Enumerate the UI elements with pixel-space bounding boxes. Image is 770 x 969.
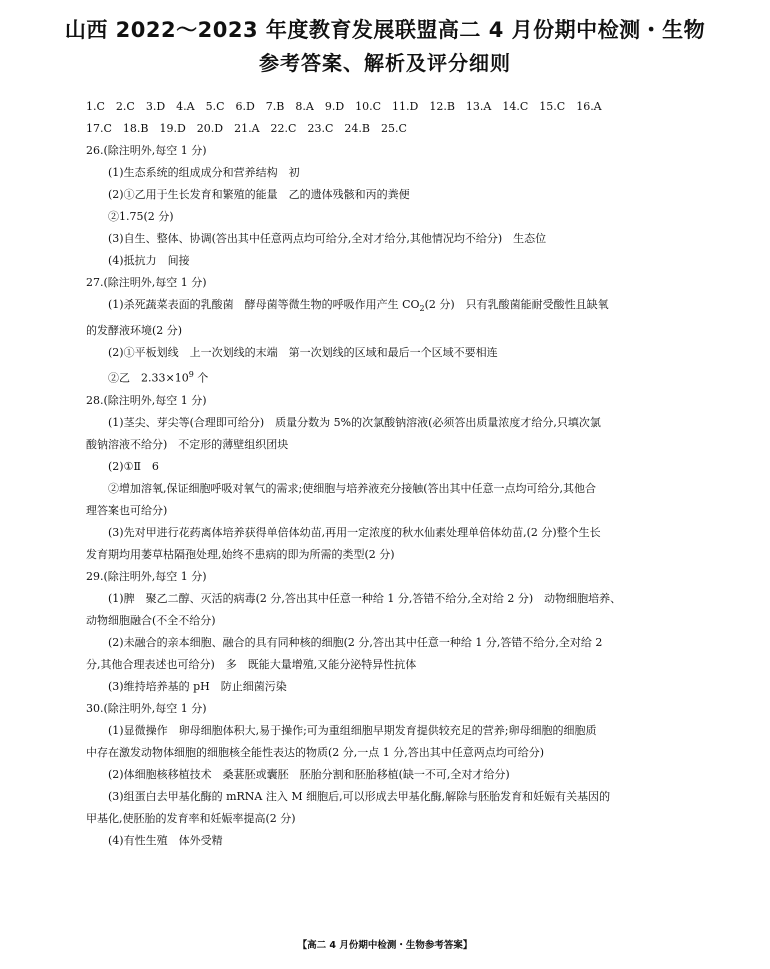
co2-subscript: 2 <box>419 304 425 314</box>
q27-part-2b-a: ②乙 2.33×10 <box>108 371 189 385</box>
q29-part-1: (1)脾 聚乙二醇、灭活的病毒(2 分,答出其中任意一种给 1 分,答错不给分,全对给 2 分) 动物细胞培养、 <box>108 591 622 605</box>
q26-part-3: (3)自生、整体、协调(答出其中任意两点均可给分,全对才给分,其他情况均不给分) 生态位 <box>108 232 547 245</box>
q27-part-2b <box>86 364 708 390</box>
q29-heading: 29.(除注明外,每空 1 分) <box>86 569 207 583</box>
q27-part-2b-b: 个 <box>193 371 209 385</box>
q30-part-4: (4)有性生殖 体外受精 <box>108 833 223 847</box>
q28-part-1-cont: 酸钠溶液不给分) 不定形的薄壁组织团块 <box>86 437 289 451</box>
q29-part-3: (3)维持培养基的 pH 防止细菌污染 <box>108 679 287 693</box>
q28-part-3-cont: 发育期均用萎草枯隔孢处理,始终不患病的即为所需的类型(2 分) <box>86 547 395 561</box>
page-title: 山西 2022～2023 年度教育发展联盟高二 4 月份期中检测・生物 <box>64 18 706 42</box>
page-subtitle: 参考答案、解析及评分细则 <box>259 51 511 75</box>
q28-part-2b: ②增加溶氧,保证细胞呼吸对氧气的需求;使细胞与培养液充分接触(答出其中任意一点均可给分,其他合 <box>108 481 596 495</box>
q29-part-1-cont: 动物细胞融合(不全不给分) <box>86 613 216 627</box>
q30-heading: 30.(除注明外,每空 1 分) <box>86 701 207 715</box>
exponent: 9 <box>188 370 194 380</box>
choice-answers-line-2: 17.C 18.B 19.D 20.D 21.A 22.C 23.C 24.B 25.C <box>86 122 407 135</box>
q30-part-1: (1)显微操作 卵母细胞体积大,易于操作;可为重组细胞早期发育提供较充足的营养;卵母细胞的细胞质 <box>108 723 597 737</box>
q30-part-3: (3)组蛋白去甲基化酶的 mRNA 注入 M 细胞后,可以形成去甲基化酶,解除与胚胎发育和妊娠有关基因的 <box>108 789 611 803</box>
q28-heading: 28.(除注明外,每空 1 分) <box>86 393 207 407</box>
q26-part-2: (2)①乙用于生长发育和繁殖的能量 乙的遗体残骸和丙的粪便 <box>108 188 410 201</box>
q28-part-2: (2)①Ⅱ 6 <box>108 459 159 473</box>
q26-part-4: (4)抵抗力 间接 <box>108 254 190 267</box>
q27-part-2: (2)①平板划线 上一次划线的末端 第一次划线的区域和最后一个区域不要相连 <box>108 346 498 360</box>
q27-heading: 27.(除注明外,每空 1 分) <box>86 276 207 289</box>
q29-part-2-cont: 分,其他合理表述也可给分) 多 既能大量增殖,又能分泌特异性抗体 <box>86 657 417 671</box>
q30-part-1-cont: 中存在激发动物体细胞的细胞核全能性表达的物质(2 分,一点 1 分,答出其中任意两点均可给分) <box>86 745 545 759</box>
q28-part-1: (1)茎尖、芽尖等(合理即可给分) 质量分数为 5%的次氯酸钠溶液(必须答出质量浓度才给分,只填次氯 <box>108 415 601 429</box>
answer-body <box>86 96 708 852</box>
q30-part-2: (2)体细胞核移植技术 桑葚胚或囊胚 胚胎分割和胚胎移植(缺一不可,全对才给分) <box>108 767 510 781</box>
q27-part-1 <box>86 294 708 320</box>
q27-part-1-a: (1)杀死蔬菜表面的乳酸菌 酵母菌等微生物的呼吸作用产生 CO <box>108 298 420 311</box>
q27-part-1-b: (2 分) 只有乳酸菌能耐受酸性且缺氧 <box>424 298 609 311</box>
q29-part-2: (2)未融合的亲本细胞、融合的具有同种核的细胞(2 分,答出其中任意一种给 1 分,答错不给分,全对给 2 <box>108 635 603 649</box>
q26-part-2b: ②1.75(2 分) <box>108 210 174 223</box>
q26-heading: 26.(除注明外,每空 1 分) <box>86 144 207 157</box>
q28-part-3: (3)先对甲进行花药离体培养获得单倍体幼苗,再用一定浓度的秋水仙素处理单倍体幼苗,(2 分)整个生长 <box>108 525 601 539</box>
page-footer: 【高二 4 月份期中检测・生物参考答案】 <box>297 940 473 951</box>
q30-part-3-cont: 甲基化,使胚胎的发育率和妊娠率提高(2 分) <box>86 811 296 825</box>
choice-answers-line-1: 1.C 2.C 3.D 4.A 5.C 6.D 7.B 8.A 9.D 10.C 11.D 12.B 13.A 14.C 15.C 16.A <box>86 100 602 113</box>
q28-part-2b-cont: 理答案也可给分) <box>86 503 168 517</box>
q26-part-1: (1)生态系统的组成成分和营养结构 初 <box>108 166 300 179</box>
q27-part-1-cont: 的发酵液环境(2 分) <box>86 324 183 338</box>
